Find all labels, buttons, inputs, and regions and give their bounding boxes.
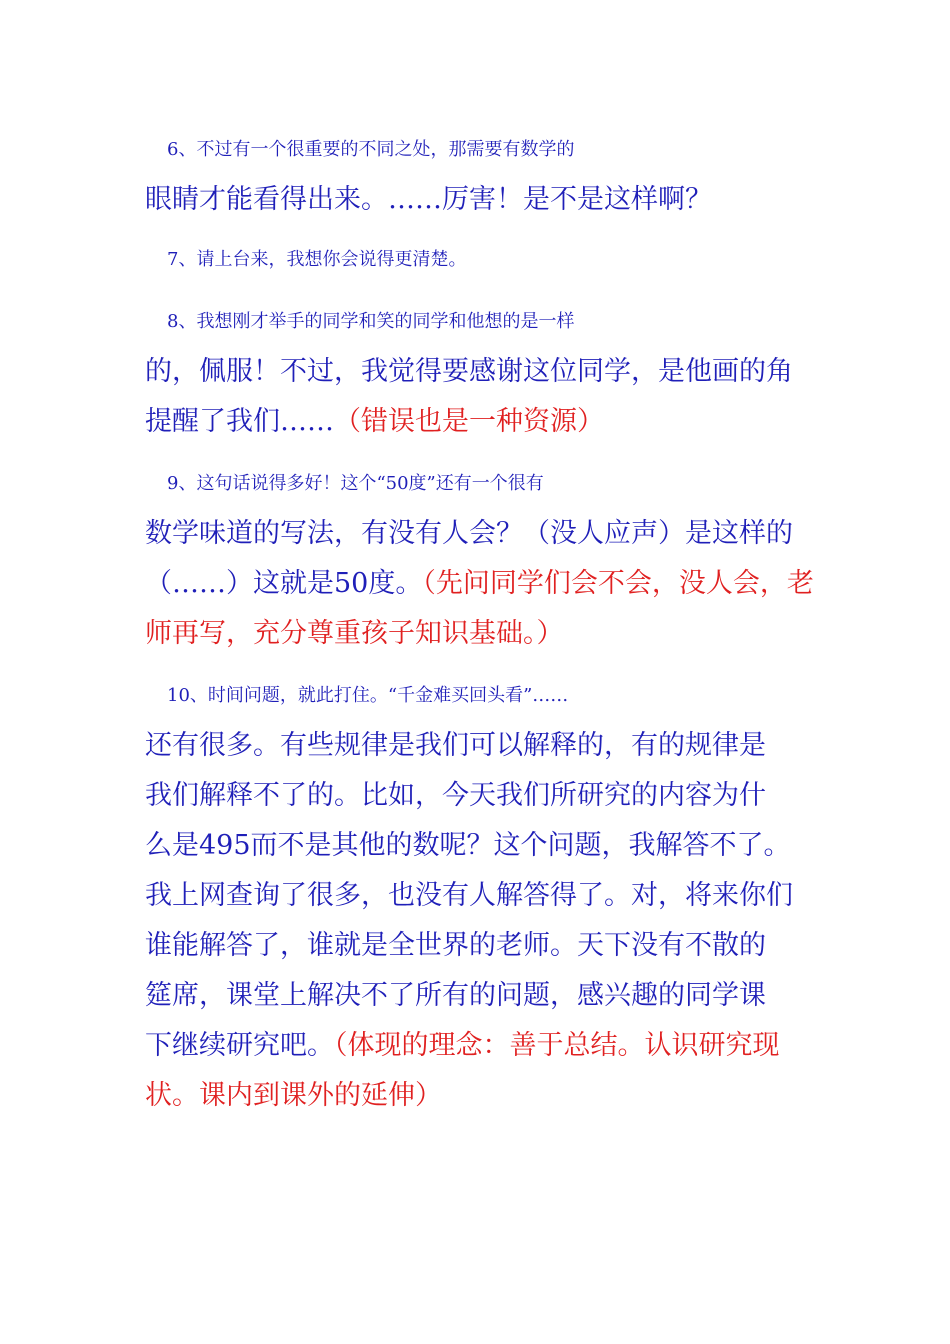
body-text: 眼睛才能看得出来。……厉害！是不是这样啊？ [145, 184, 712, 215]
text-line [145, 352, 825, 392]
body-text: 么是495而不是其他的数呢？这个问题，我解答不了。 [145, 830, 791, 861]
annotation-text: 师再写，充分尊重孩子知识基础。） [145, 618, 564, 649]
body-text: 谁能解答了，谁就是全世界的老师。天下没有不散的 [145, 930, 766, 961]
body-text: 下继续研究吧。 [145, 1030, 334, 1061]
body-text: 的，佩服！不过，我觉得要感谢这位同学，是他画的角 [145, 356, 793, 387]
body-text: 还有很多。有些规律是我们可以解释的，有的规律是 [145, 730, 766, 761]
body-text: 筵席，课堂上解决不了所有的问题，感兴趣的同学课 [145, 980, 766, 1011]
text-line [145, 402, 825, 442]
text-line [167, 130, 825, 170]
text-line [167, 464, 825, 504]
text-line [145, 976, 825, 1016]
text-line [145, 180, 825, 220]
annotation-text: 状。课内到课外的延伸） [145, 1080, 442, 1111]
body-text: 我上网查询了很多，也没有人解答得了。对，将来你们 [145, 880, 793, 911]
body-text: 提醒了我们…… [145, 406, 334, 437]
text-line [145, 726, 825, 766]
text-line [145, 876, 825, 916]
text-line [145, 926, 825, 966]
body-text: 8、我想刚才举手的同学和笑的同学和他想的是一样 [167, 311, 575, 332]
annotation-text: （体现的理念：善于总结。认识研究现 [334, 1030, 780, 1061]
text-line [145, 614, 825, 654]
text-line [167, 240, 825, 280]
body-text: 9、这句话说得多好！这个“50度”还有一个很有 [167, 473, 544, 494]
text-line [145, 564, 825, 604]
body-text: 6、不过有一个很重要的不同之处，那需要有数学的 [167, 139, 575, 160]
text-line [145, 776, 825, 816]
text-line [167, 302, 825, 342]
text-line [145, 1026, 825, 1066]
body-text: 7、请上台来，我想你会说得更清楚。 [167, 249, 467, 270]
annotation-text: （错误也是一种资源） [334, 406, 604, 437]
text-line [145, 826, 825, 866]
text-line [145, 514, 825, 554]
annotation-text: （先问同学们会不会，没人会，老 [422, 568, 814, 599]
body-text: 数学味道的写法，有没有人会？（没人应声）是这样的 [145, 518, 793, 549]
body-text: 10、时间问题，就此打住。“千金难买回头看”…… [167, 685, 569, 706]
body-text: 我们解释不了的。比如，今天我们所研究的内容为什 [145, 780, 766, 811]
text-line [167, 676, 825, 716]
body-text: （……）这就是50度。 [145, 568, 423, 599]
text-line [145, 1076, 825, 1116]
